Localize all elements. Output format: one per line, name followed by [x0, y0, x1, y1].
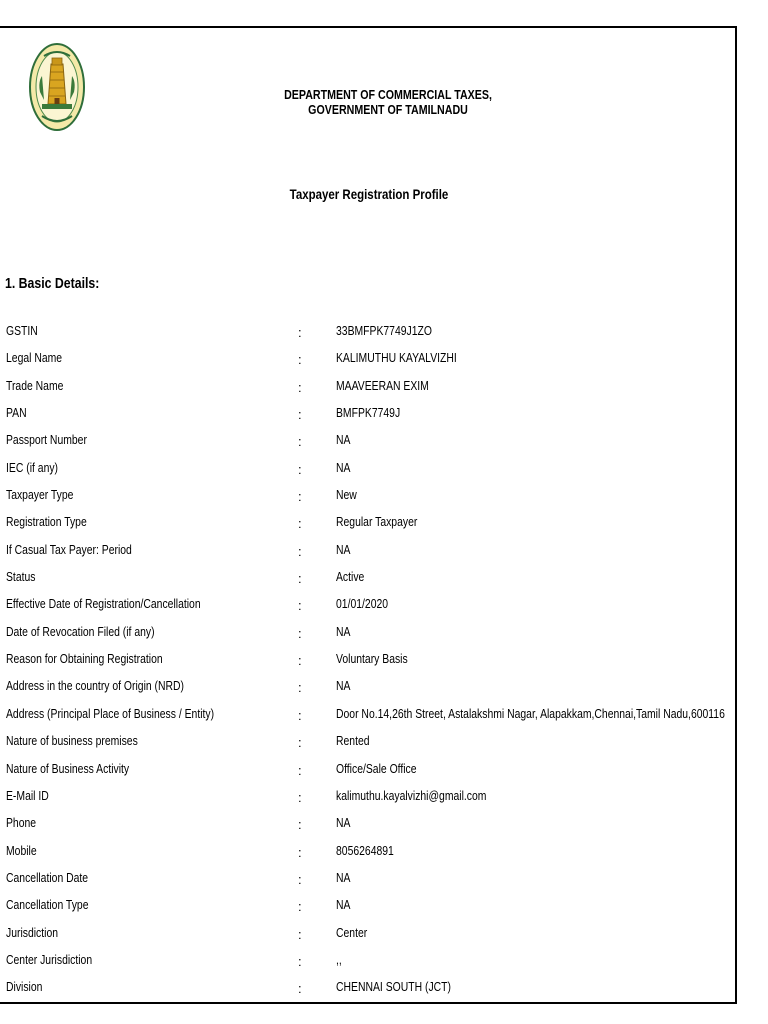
detail-row — [0, 512, 737, 539]
profile-title: Taxpayer Registration Profile — [289, 186, 449, 202]
detail-separator: : — [298, 707, 302, 723]
detail-row — [0, 977, 737, 1004]
detail-row — [0, 649, 737, 676]
detail-label: Mobile — [6, 842, 37, 858]
detail-row — [0, 813, 737, 840]
detail-label: Division — [6, 979, 43, 995]
detail-value: Door No.14,26th Street, Astalakshmi Nagar, Alapakkam,Chennai,Tamil Nadu,600116 — [336, 705, 725, 721]
detail-value: NA — [336, 869, 351, 885]
detail-separator: : — [298, 926, 302, 942]
section-title: 1. Basic Details: — [5, 275, 100, 292]
detail-separator: : — [298, 434, 302, 450]
detail-label: Cancellation Date — [6, 869, 89, 885]
detail-value: Voluntary Basis — [336, 651, 408, 667]
department-heading — [267, 87, 510, 117]
detail-value: 33BMFPK7749J1ZO — [336, 323, 432, 338]
detail-label: Status — [6, 569, 36, 585]
detail-separator: : — [298, 789, 302, 805]
detail-separator: : — [298, 871, 302, 887]
detail-separator: : — [298, 598, 302, 614]
detail-row — [0, 731, 737, 758]
detail-value: Center — [336, 924, 368, 940]
department-line-1: DEPARTMENT OF COMMERCIAL TAXES, — [284, 87, 492, 102]
detail-label: Legal Name — [6, 350, 63, 366]
detail-separator: : — [298, 543, 302, 559]
detail-row — [0, 950, 737, 977]
detail-separator: : — [298, 817, 302, 833]
detail-row — [0, 321, 737, 348]
detail-value: NA — [336, 897, 351, 913]
detail-value: Regular Taxpayer — [336, 514, 418, 530]
detail-label: Jurisdiction — [6, 924, 59, 940]
detail-row — [0, 458, 737, 485]
detail-row — [0, 594, 737, 621]
detail-separator: : — [298, 625, 302, 641]
detail-separator: : — [298, 762, 302, 778]
detail-value: KALIMUTHU KAYALVIZHI — [336, 350, 457, 366]
detail-label: Registration Type — [6, 514, 87, 530]
detail-value: MAAVEERAN EXIM — [336, 377, 429, 393]
detail-value: New — [336, 487, 357, 503]
detail-label: Nature of business premises — [6, 733, 138, 749]
detail-separator: : — [298, 844, 302, 860]
detail-label: Address (Principal Place of Business / Entity) — [6, 705, 215, 721]
detail-label: Taxpayer Type — [6, 487, 74, 503]
detail-separator: : — [298, 379, 302, 395]
detail-row — [0, 348, 737, 375]
detail-separator: : — [298, 735, 302, 751]
tamilnadu-emblem-icon — [28, 42, 86, 132]
detail-value: Office/Sale Office — [336, 760, 417, 776]
detail-row — [0, 540, 737, 567]
department-line-2: GOVERNMENT OF TAMILNADU — [308, 102, 468, 117]
detail-value: NA — [336, 623, 351, 639]
detail-label: Reason for Obtaining Registration — [6, 651, 163, 667]
detail-separator: : — [298, 981, 302, 997]
detail-label: IEC (if any) — [6, 459, 59, 475]
detail-value: 01/01/2020 — [336, 596, 389, 612]
detail-label: Center Jurisdiction — [6, 951, 93, 967]
detail-separator: : — [298, 489, 302, 505]
detail-label: If Casual Tax Payer: Period — [6, 541, 132, 557]
detail-separator: : — [298, 325, 302, 340]
detail-label: E-Mail ID — [6, 787, 49, 803]
detail-row — [0, 895, 737, 922]
detail-separator: : — [298, 407, 302, 423]
detail-row — [0, 485, 737, 512]
detail-row — [0, 923, 737, 950]
detail-separator: : — [298, 352, 302, 368]
detail-row — [0, 759, 737, 786]
detail-separator: : — [298, 953, 302, 969]
detail-label: GSTIN — [6, 323, 38, 338]
detail-row — [0, 430, 737, 457]
details-list — [0, 321, 737, 1005]
detail-separator: : — [298, 461, 302, 477]
detail-row — [0, 376, 737, 403]
detail-value: Active — [336, 569, 365, 585]
detail-row — [0, 868, 737, 895]
detail-row — [0, 403, 737, 430]
detail-label: Phone — [6, 815, 37, 831]
detail-row — [0, 841, 737, 868]
detail-value: 8056264891 — [336, 842, 394, 858]
detail-value: NA — [336, 678, 351, 694]
detail-value: kalimuthu.kayalvizhi@gmail.com — [336, 787, 487, 803]
detail-label: Passport Number — [6, 432, 87, 448]
detail-row — [0, 786, 737, 813]
detail-value: NA — [336, 541, 351, 557]
detail-value: ,, — [336, 951, 342, 967]
detail-value: CHENNAI SOUTH (JCT) — [336, 979, 451, 995]
detail-separator: : — [298, 516, 302, 532]
detail-row — [0, 704, 737, 731]
detail-label: Effective Date of Registration/Cancellation — [6, 596, 201, 612]
detail-value: NA — [336, 459, 351, 475]
detail-label: Trade Name — [6, 377, 64, 393]
detail-separator: : — [298, 571, 302, 587]
detail-value: NA — [336, 432, 351, 448]
detail-label: Cancellation Type — [6, 897, 89, 913]
detail-label: PAN — [6, 405, 27, 421]
detail-value: BMFPK7749J — [336, 405, 401, 421]
detail-value: Rented — [336, 733, 370, 749]
detail-label: Nature of Business Activity — [6, 760, 130, 776]
detail-separator: : — [298, 899, 302, 915]
detail-separator: : — [298, 653, 302, 669]
detail-label: Date of Revocation Filed (if any) — [6, 623, 155, 639]
detail-row — [0, 676, 737, 703]
detail-separator: : — [298, 680, 302, 696]
detail-row — [0, 622, 737, 649]
detail-label: Address in the country of Origin (NRD) — [6, 678, 185, 694]
detail-value: NA — [336, 815, 351, 831]
detail-row — [0, 567, 737, 594]
